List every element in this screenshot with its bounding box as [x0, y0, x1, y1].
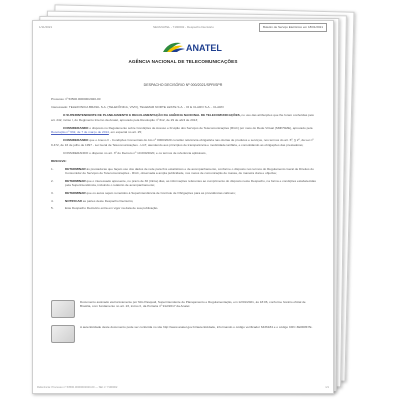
authenticity-text: A autenticidade deste documento pode ser conferida no site http://www.anatel.gov.br/autenticidade, informando o código verificador 6436184 e o código CRC 3E0D8F7E.: [80, 325, 313, 329]
header-date: 1/11/2021: [39, 25, 53, 29]
logo-text: ANATEL: [186, 43, 222, 53]
decision-item-text: que o interessado apresente, no prazo de 30 (trinta) dias, as informações referentes ao cumprimento do disposto neste Despacho, na forma e condições estabelecidas pela Superintendência, incluindo o relatório de acompanhamento;: [65, 178, 316, 188]
paragraph-2-end: , em especial no art. 25;: [108, 130, 142, 135]
paragraph-1-text: no uso das atribuições que lhe foram conferidas pelo art. 242, inciso I, do Regimento Interno da Anatel, aprovado pela Resolução nº 612, de 29 de abril de 2013;: [51, 112, 315, 122]
paragraph-2: [51, 126, 317, 135]
decision-item: [51, 206, 317, 211]
decision-item-lead: DETERMINAR: [65, 191, 86, 196]
bulletin-box: Boletim de Serviço Eletrônico em 18/01/2021: [259, 23, 327, 32]
decision-item: [51, 167, 317, 176]
decision-item: [51, 199, 317, 204]
paragraph-2-text: o disposto no Regulamento sobre Condições de Acesso e Fruição dos Serviços de Telecomunicações (RGC) por meio do Rede Virtual (SMP/SME), aprovado pela: [89, 125, 313, 130]
decision-item-lead: DETERMINAR: [65, 178, 86, 183]
decision-item: [51, 191, 317, 196]
signature-text: Documento assinado eletronicamente por Nilo Pasquali, Superintendente de Planejamento e Regulamentação, em 12/01/2021, às 18:06, conforme horário oficial de Brasília, com fundamento no art. 23, inciso II, da Portaria nº 912/2017 da Anatel.: [80, 300, 306, 309]
process-number: Processo nº 53500.000000/2020-00: [51, 97, 101, 101]
interested-parties: Interessado: TELEFONICA BRASIL S.A. (TELEFÔNICA, VIVO), TELEMAR NORTE LESTE S.A. - OI E CLARO S.A. - CLARO: [51, 104, 224, 109]
page-number: 1/1: [325, 386, 329, 389]
paragraph-2-lead: CONSIDERANDO: [63, 125, 89, 130]
decision-item-number: 1.: [51, 166, 54, 171]
decision-item-text: que os autos sejam remetidos à Superintendência de Controle de Obrigações para as providências cabíveis;: [86, 191, 236, 196]
resolve-heading: RESOLVE:: [51, 158, 67, 163]
paragraph-3-text: que o Anexo II - Condições Comerciais do Ato nº 0000/2020 constitui referência obrigatória nas ofertas de produtos e serviços, nos termos do art. 6º, § 2º, da Lei nº 9.472, de 16 de julho de 1997 - Lei Geral de Telecomunicações - LGT, atendendo aos princípios de transparência e modicidade tarifária, e consolidando as obrigações das prestadoras;: [51, 138, 314, 147]
electronic-signature: [51, 300, 317, 320]
decision-item-number: 4.: [51, 198, 54, 203]
paragraph-3: [51, 138, 317, 147]
decision-item-lead: DETERMINAR: [65, 166, 86, 171]
decision-item-text: Este Despacho Decisório entra em vigor na data de sua publicação.: [65, 206, 159, 211]
anatel-logo: [159, 39, 229, 55]
paragraph-1-lead: O SUPERINTENDENTE DE PLANEJAMENTO E REGULAMENTAÇÃO DA AGÊNCIA NACIONAL DE TELECOMUNICAÇÕES,: [63, 112, 241, 117]
authenticity-notice: [51, 325, 317, 345]
decision-item-number: 5.: [51, 206, 54, 211]
decision-item-text: as partes deste Despacho Decisório;: [82, 198, 134, 203]
decision-item-number: 2.: [51, 178, 54, 183]
decision-item: [51, 179, 317, 188]
paragraph-3-lead: CONSIDERANDO: [63, 138, 89, 143]
agency-title: AGÊNCIA NACIONAL DE TELECOMUNICAÇÕES: [128, 59, 238, 64]
header-title: SEI/ANATEL - 7190002 - Despacho Decisório: [153, 25, 214, 29]
document-number: DESPACHO DECISÓRIO Nº 000/2021/SPR/SPR: [143, 83, 223, 87]
decision-item-lead: NOTIFICAR: [65, 198, 82, 203]
sei-seal-icon: [51, 300, 75, 318]
resolution-link[interactable]: Resolução nº 632, de 7 de março de 2014: [51, 130, 109, 135]
document-body: [51, 97, 317, 214]
page-footer: Referência: Processo nº 53500.000000/2020-00 — SEI nº 7190002: [37, 386, 118, 389]
document-stack: [28, 8, 366, 394]
paragraph-1: [51, 113, 317, 122]
decision-item-text: às prestadoras que façam uso dos dados de rede para fins estatísticos e de acompanhamento, conforme o disposto nos termos do Regulamento Geral de Direitos do Consumidor de Serviços de Telecomunicações - RGC, observada a ampla publicidade, nos meios de comunicação de massa, de maneira clara e objetiva;: [65, 166, 314, 176]
decision-item-number: 3.: [51, 191, 54, 196]
paragraph-4: CONSIDERANDO o disposto no art. 3º do Decreto nº 10.000/2020, e os termos de referência aplicáveis,: [63, 150, 207, 155]
qr-code-icon: [51, 325, 75, 343]
document-page: [32, 20, 334, 394]
